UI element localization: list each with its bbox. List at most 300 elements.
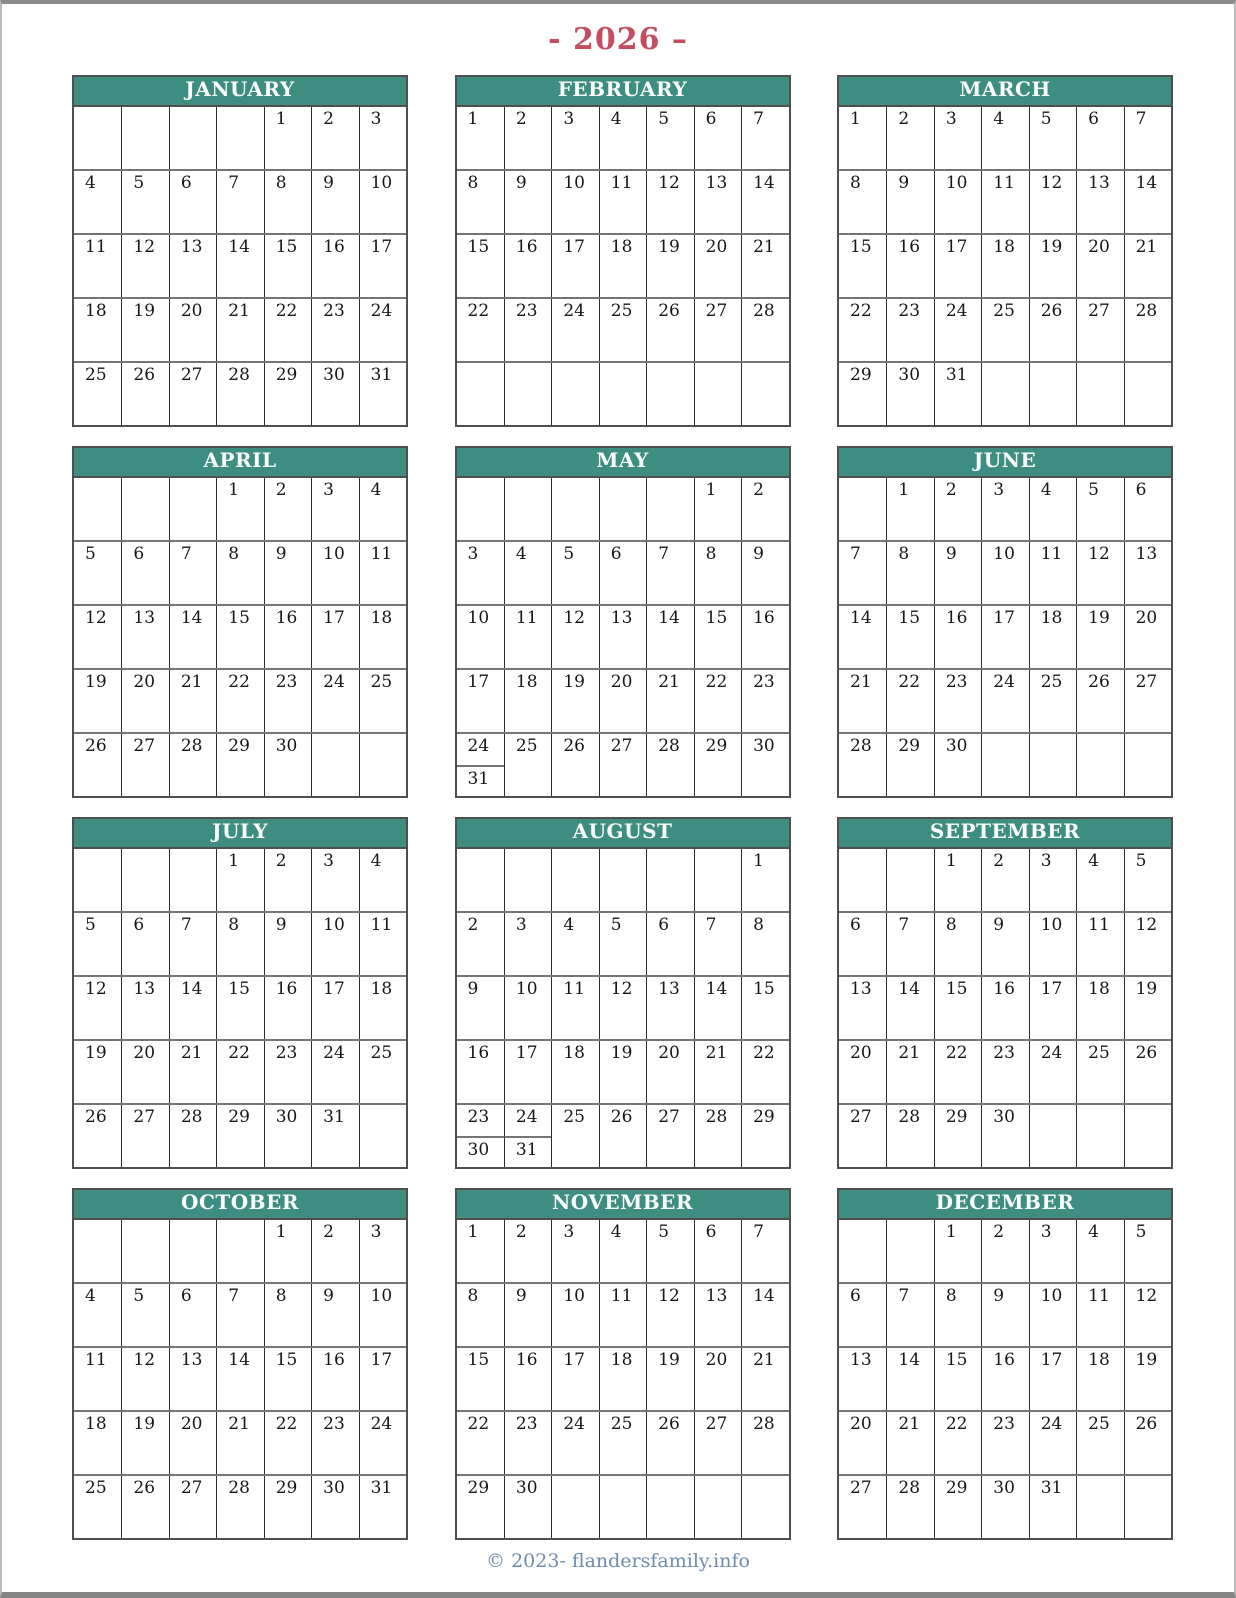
week-row (839, 604, 1171, 668)
day-cell-25: 25 (504, 734, 551, 765)
calendar-grid (2, 56, 1234, 1540)
day-cell-25: 25 (1076, 1041, 1123, 1103)
day-cell-2: 2 (467, 915, 479, 935)
calendar-row-1 (72, 75, 1173, 427)
day-cell-21: 21 (1124, 235, 1171, 297)
day-cell-13: 13 (121, 606, 168, 668)
day-cell-8: 8 (467, 1286, 479, 1306)
day-cell-empty (216, 107, 263, 169)
month-header-january: JANUARY (74, 77, 406, 107)
month-header-july: JULY (74, 819, 406, 849)
day-cell-23: 23 (264, 670, 311, 732)
day-cell-14: 14 (886, 1348, 933, 1410)
day-cell-23: 23 (981, 1041, 1028, 1103)
day-cell-7: 7 (646, 542, 693, 604)
day-cell-23: 23 (886, 299, 933, 361)
week-row (839, 540, 1171, 604)
day-cell-27: 27 (694, 299, 741, 361)
day-cell-8: 8 (216, 913, 263, 975)
day-cell-6: 6 (121, 913, 168, 975)
day-cell-21: 21 (646, 670, 693, 732)
week-row (839, 1346, 1171, 1410)
day-cell-empty (169, 1220, 216, 1282)
day-cell-1: 1 (216, 478, 263, 540)
day-cell-24: 24 (311, 1041, 358, 1103)
overflow-week-row (457, 1136, 789, 1167)
day-cell-5: 5 (646, 1220, 693, 1282)
day-cell-13: 13 (1076, 171, 1123, 233)
day-cell-3: 3 (467, 544, 479, 564)
day-cell-25: 25 (1076, 1412, 1123, 1474)
day-cell-24: 24 (934, 299, 981, 361)
month-may (455, 446, 791, 798)
day-cell-28: 28 (646, 734, 693, 765)
day-cell-1: 1 (467, 1222, 479, 1242)
day-cell-13: 13 (850, 1350, 872, 1370)
day-cell-empty (359, 734, 406, 796)
day-cell-empty (1076, 734, 1123, 796)
day-cell-18: 18 (599, 235, 646, 297)
day-cell-30: 30 (264, 1105, 311, 1167)
day-cell-19: 19 (85, 672, 107, 692)
day-cell-26: 26 (85, 1107, 107, 1127)
day-cell-empty (74, 849, 121, 911)
day-cell-4: 4 (1076, 1220, 1123, 1282)
week-row (839, 1474, 1171, 1538)
day-cell-30: 30 (981, 1105, 1028, 1167)
day-cell-29: 29 (216, 1105, 263, 1167)
day-cell-empty (694, 1476, 741, 1538)
day-cell-30: 30 (504, 1476, 551, 1538)
day-cell-12: 12 (121, 235, 168, 297)
day-cell-12: 12 (1076, 542, 1123, 604)
week-row (457, 668, 789, 732)
week-row (74, 604, 406, 668)
day-cell-14: 14 (646, 606, 693, 668)
day-cell-11: 11 (359, 913, 406, 975)
day-cell-10: 10 (981, 542, 1028, 604)
day-cell-1: 1 (216, 849, 263, 911)
day-cell-29: 29 (850, 365, 872, 385)
day-cell-20: 20 (169, 299, 216, 361)
day-cell-14: 14 (216, 1348, 263, 1410)
day-cell-empty (1076, 363, 1123, 425)
day-cell-29: 29 (264, 363, 311, 425)
day-cell-12: 12 (599, 977, 646, 1039)
day-cell-31: 31 (457, 765, 504, 796)
day-cell-8: 8 (216, 542, 263, 604)
copyright-text: © 2023- flandersfamily.info (486, 1550, 750, 1572)
day-cell-15: 15 (850, 237, 872, 257)
day-cell-8: 8 (850, 173, 861, 193)
day-cell-8: 8 (886, 542, 933, 604)
day-cell-29: 29 (934, 1105, 981, 1167)
day-cell-17: 17 (311, 606, 358, 668)
day-cell-2: 2 (264, 478, 311, 540)
week-row (457, 297, 789, 361)
day-cell-26: 26 (121, 363, 168, 425)
day-cell-21: 21 (741, 1348, 788, 1410)
day-cell-26: 26 (646, 1412, 693, 1474)
day-cell-6: 6 (599, 542, 646, 604)
day-cell-26: 26 (1076, 670, 1123, 732)
day-cell-6: 6 (1124, 478, 1171, 540)
day-cell-2: 2 (981, 849, 1028, 911)
day-cell-21: 21 (694, 1041, 741, 1103)
day-cell-7: 7 (850, 544, 861, 564)
day-cell-11: 11 (1076, 913, 1123, 975)
day-cell-21: 21 (169, 670, 216, 732)
day-cell-10: 10 (467, 608, 490, 628)
day-cell-empty (839, 849, 886, 911)
day-cell-22: 22 (264, 1412, 311, 1474)
day-cell-17: 17 (934, 235, 981, 297)
day-cell-1: 1 (886, 478, 933, 540)
day-cell-7: 7 (216, 171, 263, 233)
day-cell-23: 23 (264, 1041, 311, 1103)
day-cell-27: 27 (1124, 670, 1171, 732)
day-cell-8: 8 (741, 913, 788, 975)
week-row (457, 233, 789, 297)
day-cell-19: 19 (1124, 1348, 1171, 1410)
day-cell-17: 17 (359, 1348, 406, 1410)
day-cell-20: 20 (1124, 606, 1171, 668)
day-cell-empty (839, 1220, 886, 1282)
day-cell-5: 5 (1029, 107, 1076, 169)
day-cell-8: 8 (934, 1284, 981, 1346)
day-cell-11: 11 (504, 606, 551, 668)
week-row (74, 849, 406, 911)
day-cell-9: 9 (504, 1284, 551, 1346)
day-cell-13: 13 (1124, 542, 1171, 604)
day-cell-22: 22 (934, 1041, 981, 1103)
day-cell-5: 5 (599, 913, 646, 975)
day-cell-10: 10 (551, 171, 598, 233)
day-cell-24: 24 (981, 670, 1028, 732)
day-cell-1: 1 (264, 1220, 311, 1282)
day-cell-4: 4 (85, 173, 96, 193)
day-cell-empty (599, 478, 646, 540)
month-november (455, 1188, 791, 1540)
day-cell-28: 28 (216, 363, 263, 425)
day-cell-empty (646, 478, 693, 540)
month-header-march: MARCH (839, 77, 1171, 107)
day-cell-2: 2 (311, 107, 358, 169)
day-cell-10: 10 (359, 171, 406, 233)
month-february (455, 75, 791, 427)
day-cell-19: 19 (646, 1348, 693, 1410)
day-cell-4: 4 (981, 107, 1028, 169)
day-cell-20: 20 (1076, 235, 1123, 297)
day-cell-6: 6 (694, 1220, 741, 1282)
day-cell-10: 10 (934, 171, 981, 233)
day-cell-3: 3 (504, 913, 551, 975)
week-row (839, 1039, 1171, 1103)
day-cell-23: 23 (981, 1412, 1028, 1474)
page-footer (2, 1550, 1234, 1572)
day-cell-20: 20 (694, 1348, 741, 1410)
day-cell-empty (551, 765, 598, 796)
day-cell-23: 23 (934, 670, 981, 732)
week-row (74, 233, 406, 297)
day-cell-2: 2 (741, 478, 788, 540)
day-cell-19: 19 (646, 235, 693, 297)
overflow-week-row (457, 765, 789, 796)
day-cell-12: 12 (1124, 913, 1171, 975)
day-cell-empty (1029, 734, 1076, 796)
week-row (457, 169, 789, 233)
week-row (457, 1103, 789, 1136)
week-row (839, 361, 1171, 425)
day-cell-18: 18 (504, 670, 551, 732)
day-cell-16: 16 (311, 1348, 358, 1410)
week-row (74, 1346, 406, 1410)
month-september (837, 817, 1173, 1169)
day-cell-30: 30 (311, 363, 358, 425)
day-cell-26: 26 (85, 736, 107, 756)
week-row (839, 975, 1171, 1039)
day-cell-18: 18 (551, 1041, 598, 1103)
day-cell-empty (599, 1136, 646, 1167)
day-cell-empty (551, 1136, 598, 1167)
month-october (72, 1188, 408, 1540)
day-cell-29: 29 (467, 1478, 490, 1498)
day-cell-empty (981, 363, 1028, 425)
day-cell-9: 9 (264, 913, 311, 975)
day-cell-6: 6 (169, 1284, 216, 1346)
day-cell-empty (121, 849, 168, 911)
day-cell-28: 28 (741, 1412, 788, 1474)
day-cell-10: 10 (359, 1284, 406, 1346)
week-row (74, 1410, 406, 1474)
day-cell-30: 30 (457, 1136, 504, 1167)
day-cell-28: 28 (169, 1105, 216, 1167)
calendar-row-2 (72, 446, 1173, 798)
week-row (74, 540, 406, 604)
day-cell-16: 16 (886, 235, 933, 297)
day-cell-empty (741, 1476, 788, 1538)
week-row (457, 732, 789, 765)
day-cell-empty (1076, 1105, 1123, 1167)
day-cell-8: 8 (467, 173, 479, 193)
day-cell-13: 13 (646, 977, 693, 1039)
day-cell-empty (1124, 363, 1171, 425)
day-cell-27: 27 (169, 1476, 216, 1538)
day-cell-24: 24 (359, 299, 406, 361)
day-cell-23: 23 (467, 1107, 490, 1127)
day-cell-12: 12 (646, 171, 693, 233)
day-cell-5: 5 (121, 1284, 168, 1346)
day-cell-empty (169, 478, 216, 540)
day-cell-30: 30 (311, 1476, 358, 1538)
week-row (839, 1220, 1171, 1282)
day-cell-empty (551, 1476, 598, 1538)
day-cell-1: 1 (850, 109, 861, 129)
day-cell-9: 9 (934, 542, 981, 604)
week-row (457, 911, 789, 975)
day-cell-2: 2 (504, 107, 551, 169)
day-cell-21: 21 (850, 672, 872, 692)
week-row (457, 361, 789, 425)
day-cell-26: 26 (1124, 1412, 1171, 1474)
day-cell-20: 20 (599, 670, 646, 732)
day-cell-empty (599, 765, 646, 796)
week-row (74, 169, 406, 233)
day-cell-6: 6 (850, 1286, 861, 1306)
day-cell-empty (1124, 1105, 1171, 1167)
day-cell-5: 5 (646, 107, 693, 169)
day-cell-3: 3 (981, 478, 1028, 540)
week-row (839, 849, 1171, 911)
day-cell-31: 31 (504, 1136, 551, 1167)
day-cell-24: 24 (311, 670, 358, 732)
day-cell-4: 4 (551, 913, 598, 975)
day-cell-15: 15 (216, 606, 263, 668)
day-cell-3: 3 (359, 1220, 406, 1282)
month-december (837, 1188, 1173, 1540)
day-cell-13: 13 (694, 1284, 741, 1346)
day-cell-empty (646, 363, 693, 425)
day-cell-6: 6 (169, 171, 216, 233)
week-row (74, 297, 406, 361)
day-cell-10: 10 (504, 977, 551, 1039)
day-cell-15: 15 (264, 1348, 311, 1410)
week-row (457, 975, 789, 1039)
day-cell-15: 15 (467, 237, 490, 257)
week-row (457, 1039, 789, 1103)
day-cell-28: 28 (850, 736, 872, 756)
day-cell-22: 22 (467, 301, 490, 321)
day-cell-16: 16 (311, 235, 358, 297)
week-row (839, 233, 1171, 297)
day-cell-8: 8 (264, 171, 311, 233)
day-cell-9: 9 (504, 171, 551, 233)
day-cell-5: 5 (85, 915, 96, 935)
day-cell-17: 17 (1029, 1348, 1076, 1410)
day-cell-7: 7 (886, 1284, 933, 1346)
week-row (74, 1474, 406, 1538)
day-cell-22: 22 (934, 1412, 981, 1474)
day-cell-8: 8 (264, 1284, 311, 1346)
day-cell-24: 24 (504, 1105, 551, 1136)
day-cell-29: 29 (934, 1476, 981, 1538)
day-cell-26: 26 (646, 299, 693, 361)
day-cell-empty (504, 849, 551, 911)
day-cell-empty (216, 1220, 263, 1282)
week-row (74, 1282, 406, 1346)
day-cell-6: 6 (121, 542, 168, 604)
day-cell-28: 28 (169, 734, 216, 796)
week-row (839, 107, 1171, 169)
day-cell-19: 19 (1029, 235, 1076, 297)
day-cell-empty (551, 849, 598, 911)
day-cell-12: 12 (121, 1348, 168, 1410)
day-cell-9: 9 (264, 542, 311, 604)
day-cell-21: 21 (886, 1041, 933, 1103)
day-cell-14: 14 (694, 977, 741, 1039)
day-cell-20: 20 (121, 670, 168, 732)
day-cell-empty (886, 849, 933, 911)
day-cell-25: 25 (359, 1041, 406, 1103)
week-row (839, 169, 1171, 233)
day-cell-empty (1029, 363, 1076, 425)
day-cell-1: 1 (934, 849, 981, 911)
day-cell-empty (504, 765, 551, 796)
day-cell-4: 4 (1076, 849, 1123, 911)
month-header-may: MAY (457, 448, 789, 478)
day-cell-9: 9 (311, 1284, 358, 1346)
day-cell-28: 28 (741, 299, 788, 361)
day-cell-7: 7 (694, 913, 741, 975)
week-row (457, 1474, 789, 1538)
month-june (837, 446, 1173, 798)
day-cell-17: 17 (551, 1348, 598, 1410)
day-cell-2: 2 (311, 1220, 358, 1282)
week-row (457, 1410, 789, 1474)
day-cell-26: 26 (1124, 1041, 1171, 1103)
day-cell-12: 12 (85, 608, 107, 628)
day-cell-31: 31 (934, 363, 981, 425)
day-cell-29: 29 (264, 1476, 311, 1538)
day-cell-29: 29 (694, 734, 741, 765)
day-cell-empty (694, 1136, 741, 1167)
day-cell-17: 17 (1029, 977, 1076, 1039)
day-cell-27: 27 (1076, 299, 1123, 361)
day-cell-17: 17 (311, 977, 358, 1039)
day-cell-11: 11 (1029, 542, 1076, 604)
day-cell-empty (121, 1220, 168, 1282)
week-row (74, 1103, 406, 1167)
day-cell-29: 29 (741, 1105, 788, 1136)
day-cell-10: 10 (551, 1284, 598, 1346)
day-cell-3: 3 (1029, 849, 1076, 911)
week-row (839, 668, 1171, 732)
day-cell-empty (694, 363, 741, 425)
day-cell-24: 24 (1029, 1041, 1076, 1103)
day-cell-3: 3 (359, 107, 406, 169)
day-cell-12: 12 (85, 979, 107, 999)
day-cell-28: 28 (694, 1105, 741, 1136)
day-cell-8: 8 (934, 913, 981, 975)
day-cell-21: 21 (216, 1412, 263, 1474)
day-cell-22: 22 (694, 670, 741, 732)
month-header-february: FEBRUARY (457, 77, 789, 107)
month-header-june: JUNE (839, 448, 1171, 478)
day-cell-empty (74, 1220, 121, 1282)
day-cell-3: 3 (311, 849, 358, 911)
day-cell-6: 6 (850, 915, 861, 935)
day-cell-30: 30 (886, 363, 933, 425)
day-cell-13: 13 (694, 171, 741, 233)
day-cell-27: 27 (694, 1412, 741, 1474)
day-cell-14: 14 (741, 171, 788, 233)
day-cell-1: 1 (467, 109, 479, 129)
day-cell-7: 7 (169, 542, 216, 604)
day-cell-7: 7 (1124, 107, 1171, 169)
day-cell-5: 5 (85, 544, 96, 564)
day-cell-15: 15 (934, 977, 981, 1039)
day-cell-14: 14 (169, 977, 216, 1039)
day-cell-empty (311, 734, 358, 796)
day-cell-25: 25 (359, 670, 406, 732)
day-cell-28: 28 (1124, 299, 1171, 361)
day-cell-empty (599, 1476, 646, 1538)
day-cell-9: 9 (467, 979, 479, 999)
day-cell-6: 6 (694, 107, 741, 169)
day-cell-29: 29 (216, 734, 263, 796)
day-cell-25: 25 (85, 365, 107, 385)
day-cell-29: 29 (886, 734, 933, 796)
